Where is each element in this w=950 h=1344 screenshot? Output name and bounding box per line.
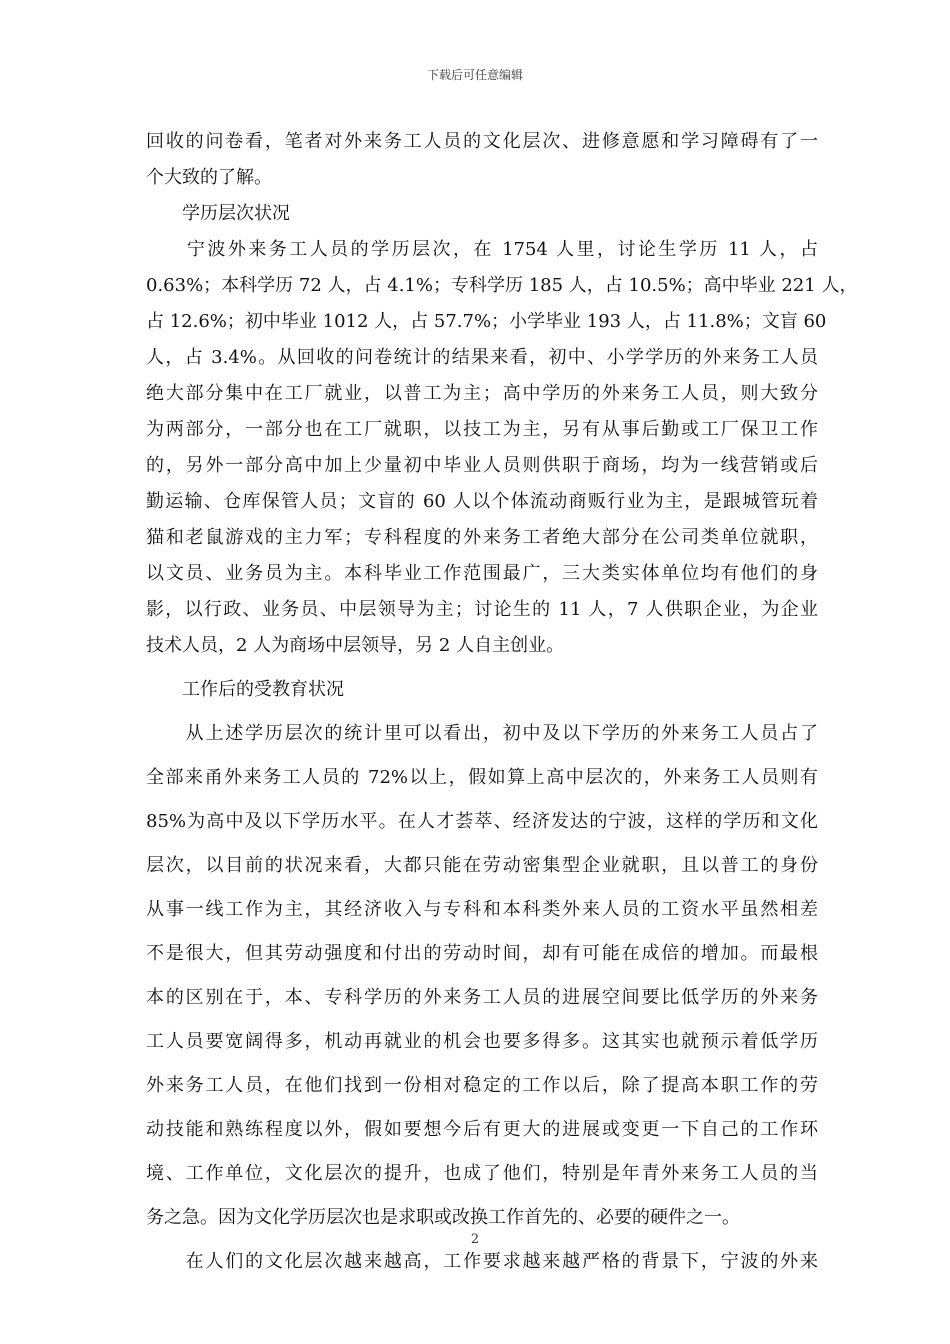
text-line-4: 宁波外来务工人员的学历层次，在 1754 人里，讨论生学历 11 人，占 <box>146 239 818 260</box>
text-line-7: 人，占 3.4%。从回收的问卷统计的结果来看，初中、小学学历的外来务工人员 <box>146 347 818 368</box>
text-line-29: 在人们的文化层次越来越高，工作要求越来越严格的背景下，宁波的外来 <box>146 1251 818 1272</box>
text-line-6: 占 12.6%；初中毕业 1012 人，占 57.7%；小学毕业 193 人，占 11.8%；文盲 60 <box>146 311 827 332</box>
text-line-28: 务之急。因为文化学历层次也是求职或改换工作首先的、必要的硬件之一。 <box>146 1207 740 1228</box>
page-number: 2 <box>470 1232 480 1247</box>
text-line-24: 工人员要宽阔得多，机动再就业的机会也要多得多。这其实也就预示着低学历 <box>146 1031 818 1052</box>
text-line-13: 以文员、业务员为主。本科毕业工作范围最广，三大类实体单位均有他们的身 <box>146 563 818 584</box>
text-line-17: 从上述学历层次的统计里可以看出，初中及以下学历的外来务工人员占了 <box>146 723 818 744</box>
text-line-26: 动技能和熟练程度以外，假如要想今后有更大的进展或变更一下自己的工作环 <box>146 1119 818 1140</box>
text-line-15: 技术人员，2 人为商场中层领导，另 2 人自主创业。 <box>146 635 565 656</box>
text-line-12: 猫和老鼠游戏的主力军；专科程度的外来务工者绝大部分在公司类单位就职， <box>146 527 818 548</box>
header-note: 下载后可任意编辑 <box>426 68 523 82</box>
section-heading-post-work-education: 工作后的受教育状况 <box>146 679 344 700</box>
text-line-22: 不是很大，但其劳动强度和付出的劳动时间，却有可能在成倍的增加。而最根 <box>146 943 818 964</box>
text-line-10: 的，另外一部分高中加上少量初中毕业人员则供职于商场，均为一线营销或后 <box>146 455 818 476</box>
text-line-23: 本的区别在于，本、专科学历的外来务工人员的进展空间要比低学历的外来务 <box>146 987 818 1008</box>
text-line-1: 回收的问卷看，笔者对外来务工人员的文化层次、进修意愿和学习障碍有了一 <box>146 131 818 152</box>
text-line-11: 勤运输、仓库保管人员；文盲的 60 人以个体流动商贩行业为主，是跟城管玩着 <box>146 491 818 512</box>
text-line-21: 从事一线工作为主，其经济收入与专科和本科类外来人员的工资水平虽然相差 <box>146 899 818 920</box>
text-line-5: 0.63%；本科学历 72 人，占 4.1%；专科学历 185 人，占 10.5%；高中毕业 221 人， <box>146 275 858 296</box>
text-line-8: 绝大部分集中在工厂就业，以普工为主；高中学历的外来务工人员，则大致分 <box>146 383 818 404</box>
text-line-14: 影，以行政、业务员、中层领导为主；讨论生的 11 人，7 人供职企业，为企业 <box>146 599 818 620</box>
text-line-27: 境、工作单位，文化层次的提升，也成了他们，特别是年青外来务工人员的当 <box>146 1163 818 1184</box>
text-line-19: 85%为高中及以下学历水平。在人才荟萃、经济发达的宁波，这样的学历和文化 <box>146 811 818 832</box>
text-line-9: 为两部分，一部分也在工厂就职，以技工为主，另有从事后勤或工厂保卫工作 <box>146 419 818 440</box>
text-line-20: 层次，以目前的状况来看，大都只能在劳动密集型企业就职，且以普工的身份 <box>146 855 818 876</box>
text-line-18: 全部来甬外来务工人员的 72%以上，假如算上高中层次的，外来务工人员则有 <box>146 767 818 788</box>
text-line-2: 个大致的了解。 <box>146 167 272 188</box>
section-heading-education-level: 学历层次状况 <box>146 203 290 224</box>
text-line-25: 外来务工人员，在他们找到一份相对稳定的工作以后，除了提高本职工作的劳 <box>146 1075 818 1096</box>
